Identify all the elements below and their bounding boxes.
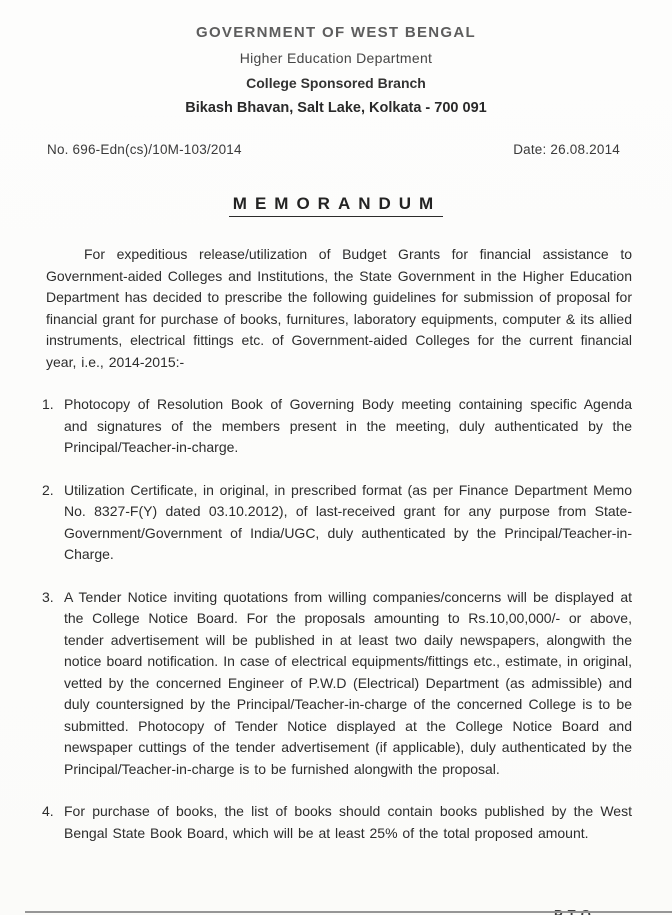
item-number: 1. <box>42 396 54 412</box>
item-text: Utilization Certificate, in original, in prescribed format (as per Finance Department Memo No. 8327-F(Y) dated 03.10.2012), of last-received grant for any purpose from State- Government/Government of India/UGC, duly authenticated by the Principal/Teacher-in-Charge. <box>64 481 632 562</box>
memo-date: Date: 26.08.2014 <box>513 142 620 157</box>
item-text: A Tender Notice inviting quotations from willing companies/concerns will be displayed at the College Notice Board. For the proposals amounting to Rs.10,00,000/- or above, tender advertisement will be published in at least two daily newspapers, alongwith the notice board notification. In case of electrical equipments/fittings etc., estimate, in original, vetted by the concerned Engineer of P.W.D (Electrical) Department (as admissible) and duly countersigned by the Principal/Teacher-in-charge of the concerned College is to be submitted. Photocopy of Tender Notice displayed at the College Notice Board and newspaper cuttings of the tender advertisement (if applicable), duly authenticated by the Principal/Teacher-in-charge is to be furnished alongwith the proposal. <box>64 588 632 777</box>
memo-item-4 <box>42 801 632 844</box>
letterhead-department: Higher Education Department <box>239 50 433 66</box>
bottom-scan-line <box>25 911 672 913</box>
memo-number: No. 696-Edn(cs)/10M-103/2014 <box>47 142 242 157</box>
item-number: 4. <box>42 803 54 819</box>
intro-paragraph: For expeditious release/utilization of Budget Grants for financial assistance to Government-aided Colleges and Institutions, the State Government in the Higher Education Department has decided to prescribe the following guidelines for submission of proposal for financial grant for purchase of books, furnitures, laboratory equipments, computer & its allied instruments, electrical fittings etc. of Government-aided Colleges for the current financial year, i.e., 2014-2015:- <box>46 246 632 370</box>
letterhead-branch: College Sponsored Branch <box>246 75 426 91</box>
item-text: For purchase of books, the list of books should contain books published by the West Bengal State Book Board, which will be at least 25% of the total proposed amount. <box>64 803 632 841</box>
memo-item-1 <box>42 394 632 459</box>
guidelines-list <box>0 394 632 844</box>
memo-title: MEMORANDUM <box>229 194 443 217</box>
letterhead <box>0 0 672 116</box>
item-text: Photocopy of Resolution Book of Governing Body meeting containing specific Agenda and signatures of the members present in the meeting, duly authenticated by the Principal/Teacher-in-charge. <box>64 396 632 455</box>
item-number: 3. <box>42 588 54 605</box>
title-wrap <box>0 194 672 217</box>
reference-row <box>47 142 620 157</box>
memo-item-3 <box>42 587 632 781</box>
letterhead-government: GOVERNMENT OF WEST BENGAL <box>196 24 476 41</box>
memo-item-2 <box>42 480 632 566</box>
letterhead-address: Bikash Bhavan, Salt Lake, Kolkata - 700 091 <box>185 100 487 116</box>
item-number: 2. <box>42 481 54 498</box>
